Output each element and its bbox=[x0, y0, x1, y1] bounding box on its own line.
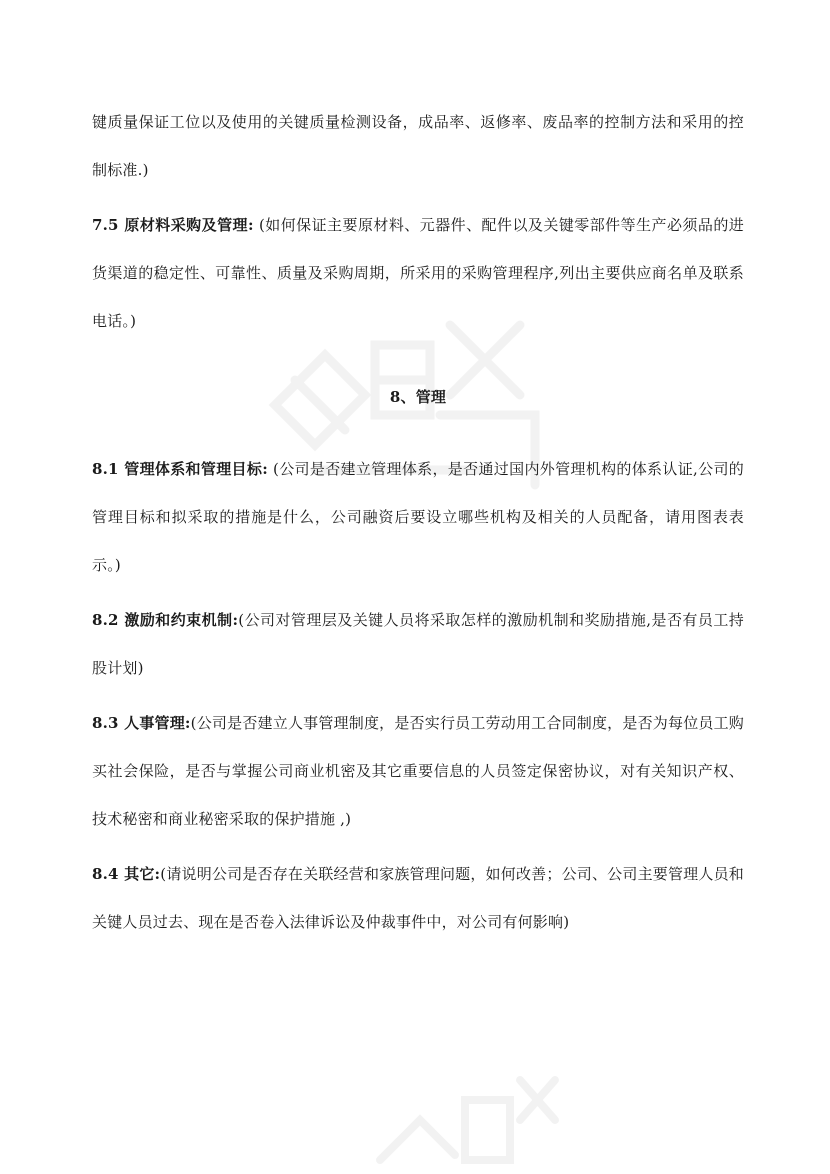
paragraph-text: (公司是否建立人事管理制度，是否实行员工劳动用工合同制度，是否为每位员工购买社会保险，是否与掌握公司商业机密及其它重要信息的人员签定保密协议，对有关知识产权、技术秘密和商业秘密采取的保护措施 ,) bbox=[92, 714, 744, 828]
watermark-stamp-icon bbox=[360, 1060, 560, 1174]
paragraph-heading: 8.2 激励和约束机制: bbox=[92, 611, 239, 629]
document-body bbox=[92, 98, 744, 953]
paragraph-heading: 8.1 管理体系和管理目标: bbox=[92, 460, 268, 478]
paragraph-text: (如何保证主要原材料、元器件、配件以及关键零部件等生产必须品的进货渠道的稳定性、可靠性、质量及采购周期，所采用的采购管理程序,列出主要供应商名单及联系电话。) bbox=[92, 216, 744, 330]
paragraph-quality-control bbox=[92, 98, 744, 194]
paragraph-8-3 bbox=[92, 699, 744, 843]
paragraph-8-2 bbox=[92, 596, 744, 692]
paragraph-text: (请说明公司是否存在关联经营和家族管理问题，如何改善；公司、公司主要管理人员和关键人员过去、现在是否卷入法律诉讼及仲裁事件中，对公司有何影响) bbox=[92, 865, 744, 931]
section-title: 8、管理 bbox=[389, 388, 447, 406]
paragraph-7-5 bbox=[92, 201, 744, 345]
paragraph-heading: 8.4 其它: bbox=[92, 865, 161, 883]
paragraph-heading: 8.3 人事管理: bbox=[92, 714, 191, 732]
paragraph-text: 键质量保证工位以及使用的关键质量检测设备，成品率、返修率、废品率的控制方法和采用的控制标准.) bbox=[92, 113, 744, 179]
paragraph-8-1 bbox=[92, 445, 744, 589]
paragraph-8-4 bbox=[92, 850, 744, 946]
paragraph-heading: 7.5 原材料采购及管理: bbox=[92, 216, 254, 234]
paragraph-text: (公司是否建立管理体系，是否通过国内外管理机构的体系认证,公司的管理目标和拟采取的措施是什么，公司融资后要设立哪些机构及相关的人员配备，请用图表表示。) bbox=[92, 460, 744, 574]
paragraph-text: (公司对管理层及关键人员将采取怎样的激励机制和奖励措施,是否有员工持股计划) bbox=[92, 611, 744, 677]
